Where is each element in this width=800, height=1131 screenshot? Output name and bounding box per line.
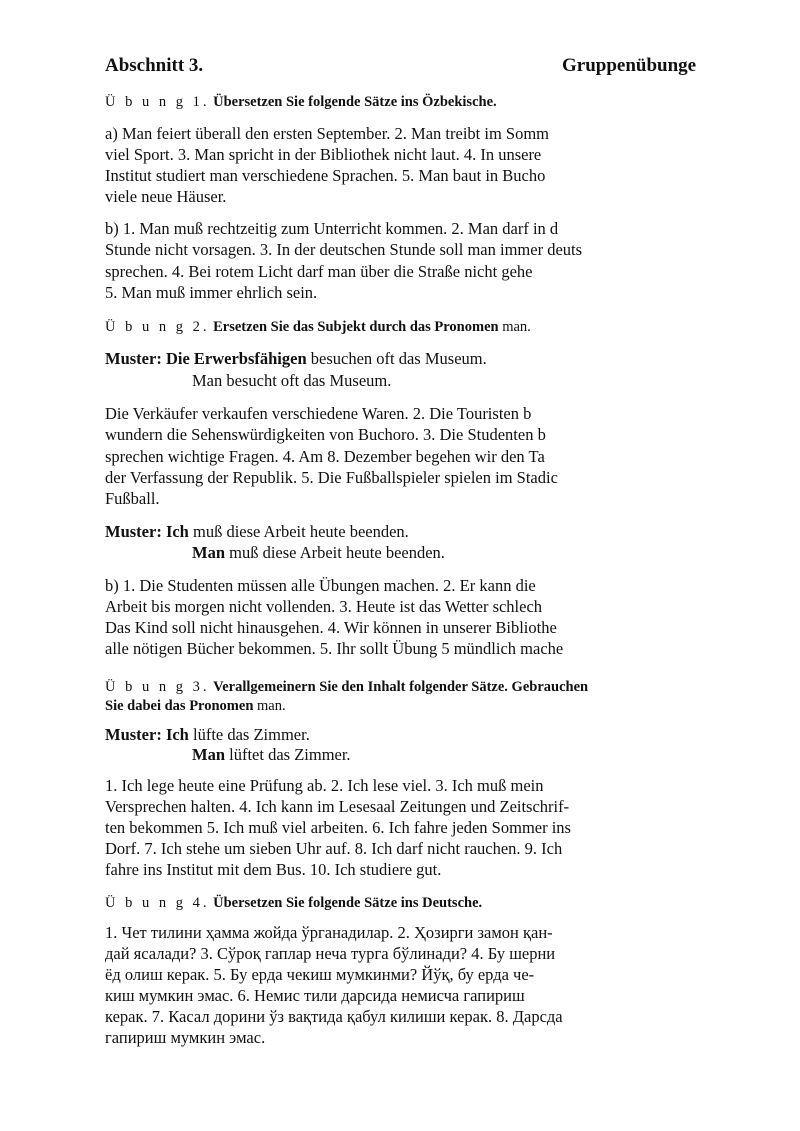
exercise-1-heading [105,92,497,112]
paragraph-line: Das Kind soll nicht hinausgehen. 4. Wir können in unserer Bibliothe [105,618,557,637]
paragraph-line: дай ясалади? 3. Сўроқ гаплар неча турга бўлинади? 4. Бу шерни [105,944,556,963]
muster-line [105,349,487,369]
paragraph-line: керак. 7. Касал дорини ўз вақтида қабул килиши керак. 8. Дарсда [105,1007,563,1026]
paragraph-line: Dorf. 7. Ich stehe um sieben Uhr auf. 8. Ich darf nicht rauchen. 9. Ich [105,839,563,858]
paragraph-line: viel Sport. 3. Man spricht in der Bibliothek nicht laut. 4. In unsere [105,145,542,164]
paragraph-line: гапириш мумкин эмас. [105,1028,266,1047]
exercise-3-instruction-tail: man. [257,698,286,714]
paragraph-line: wundern die Sehenswürdigkeiten von Buchoro. 3. Die Studenten b [105,425,546,444]
exercise-1-instruction: Übersetzen Sie folgende Sätze ins Özbekische. [213,94,497,110]
paragraph-line: Stunde nicht vorsagen. 3. In der deutschen Stunde soll man immer deuts [105,240,583,259]
muster-bold-word: Ich [165,725,189,744]
muster-line-2 [192,543,445,563]
muster-bold-word: Ich [165,522,189,541]
paragraph-line: der Verfassung der Republik. 5. Die Fußballspieler spielen im Stadic [105,468,558,487]
paragraph-line: Versprechen halten. 4. Ich kann im Lesesaal Zeitungen und Zeitschrif- [105,797,570,816]
paragraph-line: sprechen wichtige Fragen. 4. Am 8. Dezember begehen wir den Ta [105,447,545,466]
paragraph-line: b) 1. Man muß rechtzeitig zum Unterricht kommen. 2. Man darf in d [105,219,559,238]
muster-bold-subject: Die Erwerbsfähigen [165,349,307,368]
muster-rest: muß diese Arbeit heute beenden. [229,543,445,562]
muster-line [105,725,310,745]
exercise-4-label: Ü b u n g 4. [105,895,210,911]
muster-line-2: Man besucht oft das Museum. [192,371,392,390]
muster-rest: lüftet das Zimmer. [229,745,351,764]
paragraph-line: alle nötigen Bücher bekommen. 5. Ihr sollt Übung 5 mündlich mache [105,639,564,658]
muster-label: Muster: [105,725,162,744]
paragraph-line: 1. Чет тилини ҳамма жойда ўрганадилар. 2. Ҳозирги замон қан- [105,923,553,942]
muster-rest: muß diese Arbeit heute beenden. [192,522,409,541]
paragraph-line: киш мумкин эмас. 6. Немис тили дарсида немисча гапириш [105,986,525,1005]
paragraph-line: fahre ins Institut mit dem Bus. 10. Ich studiere gut. [105,860,442,879]
exercise-3-instruction: Verallgemeinern Sie den Inhalt folgender Sätze. Gebrauchen [213,679,589,695]
muster-bold-word: Man [192,745,225,764]
paragraph-line: Fußball. [105,489,160,508]
exercise-2-instruction: Ersetzen Sie das Subjekt durch das Pronomen [213,319,499,335]
exercise-3-heading [105,677,588,697]
paragraph-line: Die Verkäufer verkaufen verschiedene Waren. 2. Die Touristen b [105,404,532,423]
muster-label: Muster: [105,349,162,368]
exercise-1-label: Ü b u n g 1. [105,94,210,110]
muster-rest: lüfte das Zimmer. [192,725,310,744]
muster-line-2 [192,745,351,765]
exercise-2-heading [105,317,531,337]
section-title: Abschnitt 3. [105,55,204,76]
exercise-4-heading [105,893,482,913]
paragraph-line: a) Man feiert überall den ersten September. 2. Man treibt im Somm [105,124,550,143]
muster-bold-word: Man [192,543,225,562]
section-heading-right: Gruppenübunge [562,55,697,76]
paragraph-line: ёд олиш керак. 5. Бу ерда чекиш мумкинми? Йўқ, бу ерда че- [105,965,535,984]
paragraph-line: 1. Ich lege heute eine Prüfung ab. 2. Ich lese viel. 3. Ich muß mein [105,776,544,795]
exercise-3-heading-line-2 [105,696,286,716]
paragraph-line: b) 1. Die Studenten müssen alle Übungen machen. 2. Er kann die [105,576,536,595]
paragraph-line: Institut studiert man verschiedene Sprachen. 5. Man baut in Bucho [105,166,546,185]
exercise-3-instruction-2: Sie dabei das Pronomen [105,698,254,714]
exercise-2-label: Ü b u n g 2. [105,319,210,335]
paragraph-line: ten bekommen 5. Ich muß viel arbeiten. 6. Ich fahre jeden Sommer ins [105,818,571,837]
paragraph-line: 5. Man muß immer ehrlich sein. [105,283,318,302]
paragraph-line: sprechen. 4. Bei rotem Licht darf man über die Straße nicht gehe [105,262,533,281]
paragraph-line: Arbeit bis morgen nicht vollenden. 3. Heute ist das Wetter schlech [105,597,543,616]
exercise-4-instruction: Übersetzen Sie folgende Sätze ins Deutsche. [213,895,483,911]
muster-rest: besuchen oft das Museum. [310,349,487,368]
exercise-3-label: Ü b u n g 3. [105,679,210,695]
muster-label: Muster: [105,522,162,541]
exercise-2-instruction-tail: man. [502,319,531,335]
muster-line [105,522,409,542]
paragraph-line: viele neue Häuser. [105,187,227,206]
